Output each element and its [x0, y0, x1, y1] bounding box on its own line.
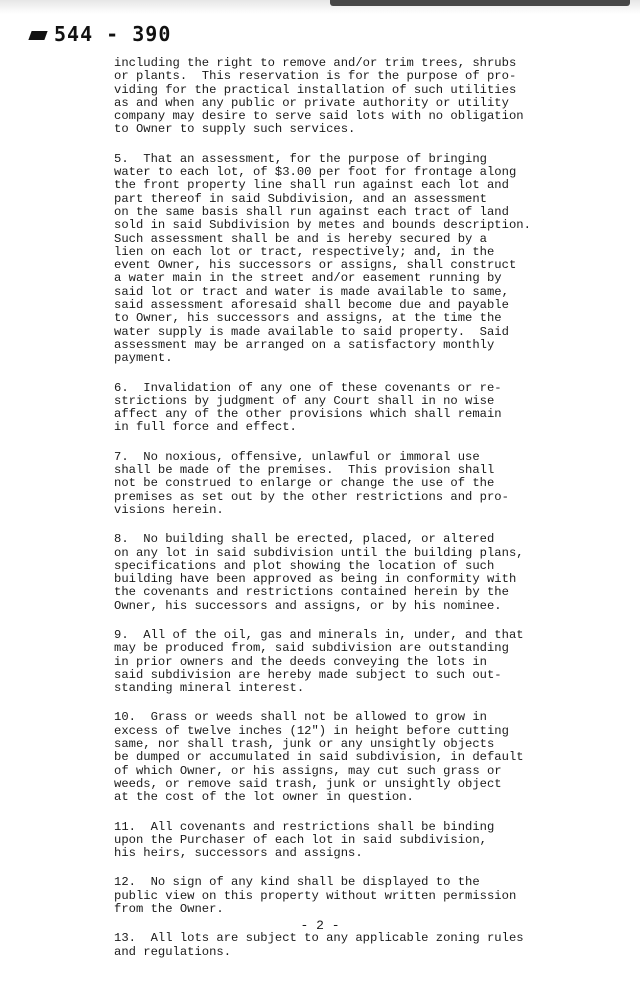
scan-smudge	[330, 0, 630, 6]
document-body	[114, 57, 554, 959]
paragraph-10: 10. Grass or weeds shall not be allowed to grow in excess of twelve inches (12") in height before cutting same, nor shall trash, junk or any unsightly objects be dumped or accumulated in said subdivision, in default of which Owner, or his assigns, may cut such grass or weeds, or remove said trash, junk or unsightly object at the cost of the lot owner in question.	[114, 710, 524, 805]
paragraph-6: 6. Invalidation of any one of these covenants or re- strictions by judgment of any Court shall in no wise affect any of the other provisions which shall remain in full force and effect.	[114, 380, 502, 435]
page-number: - 2 -	[300, 918, 340, 933]
book-page-mark	[30, 22, 171, 46]
paragraph-5: 5. That an assessment, for the purpose of bringing water to each lot, of $3.00 per foot for frontage along the front property line shall run against each lot and part thereof in said Subdivision, and an assessment on the same basis shall run against each tract of land sold in said Subdivision by metes and bounds description. Such assessment shall be and is hereby secured by a lien on each lot or tract, respectively; and, in the event Owner, his successors or assigns, shall construct a water main in the street and/or easement running by said lot or tract and water is made available to same, said assessment aforesaid shall become due and payable to Owner, his successors and assigns, at the time the water supply is made available to said property. Said assessment may be arranged on a satisfactory monthly payment.	[114, 151, 531, 366]
ink-blot-icon	[28, 31, 47, 40]
paragraph-8: 8. No building shall be erected, placed, or altered on any lot in said subdivision until the building plans, specifications and plot showing the location of such building have been approved as being in conformity with the covenants and restrictions contained herein by the Owner, his successors and assigns, or by his nominee.	[114, 532, 524, 613]
paragraph-7: 7. No noxious, offensive, unlawful or immoral use shall be made of the premises. This provision shall not be construed to enlarge or change the use of the premises as set out by the other restrictions and pro- visions herein.	[114, 449, 509, 517]
paragraph-continuation: including the right to remove and/or trim trees, shrubs or plants. This reservation is for the purpose of pro- viding for the practical installation of such utilities as and when any public or private authority or utility company may desire to serve said lots with no obligation to Owner to supply such services.	[114, 56, 524, 137]
paragraph-11: 11. All covenants and restrictions shall be binding upon the Purchaser of each lot in said subdivision, his heirs, successors and assigns.	[114, 819, 495, 861]
paragraph-13: 13. All lots are subject to any applicable zoning rules and regulations.	[114, 931, 524, 959]
paragraph-9: 9. All of the oil, gas and minerals in, under, and that may be produced from, said subdivision are outstanding in prior owners and the deeds conveying the lots in said subdivision are hereby made subject to such out- standing mineral interest.	[114, 627, 524, 696]
book-page-number: 544 - 390	[54, 22, 172, 46]
paragraph-12: 12. No sign of any kind shall be displayed to the public view on this property without written permission from the Owner.	[114, 875, 517, 917]
